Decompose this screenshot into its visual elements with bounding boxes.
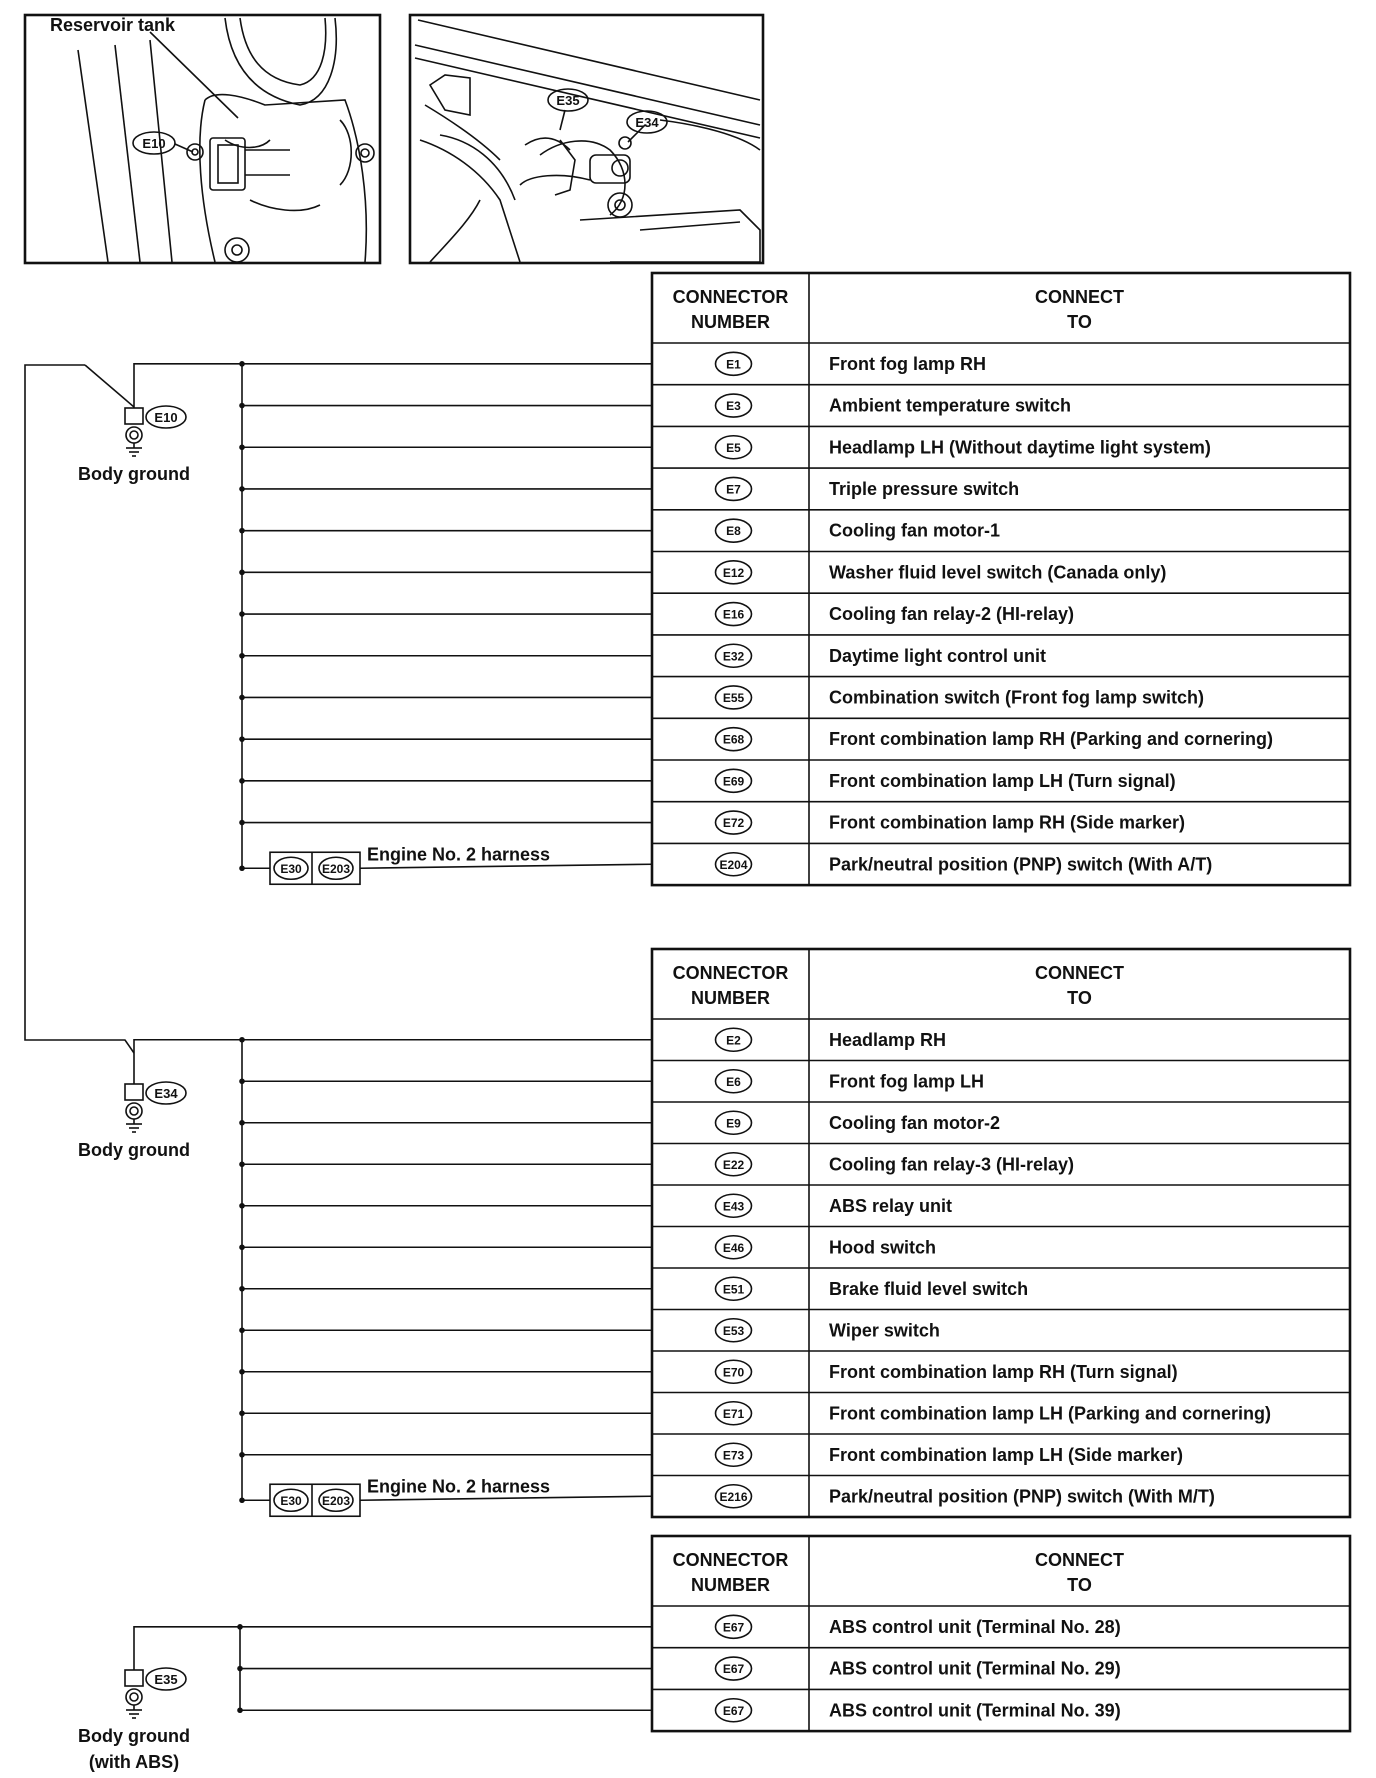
- connect-to-label: Cooling fan relay-3 (HI-relay): [829, 1154, 1075, 1175]
- junction-dot: [239, 570, 245, 576]
- connector-number-E70: [716, 1360, 752, 1383]
- connect-to-label: ABS relay unit: [829, 1195, 953, 1216]
- junction-dot: [237, 1624, 243, 1630]
- ground-wire: [134, 1040, 242, 1084]
- ground-wire: [134, 1627, 240, 1670]
- header-connector: CONNECTOR: [672, 963, 789, 983]
- connector-number-E9: [716, 1111, 752, 1134]
- svg-text:E55: E55: [722, 690, 745, 705]
- junction-dot: [239, 528, 245, 534]
- table-row: [239, 802, 1350, 834]
- svg-text:E46: E46: [722, 1240, 745, 1255]
- harness-connector: [239, 1476, 652, 1516]
- connector-number-E71: [716, 1402, 752, 1425]
- connect-to-label: Brake fluid level switch: [829, 1278, 1029, 1299]
- connect-to-label: Park/neutral position (PNP) switch (With M/T): [829, 1486, 1215, 1507]
- connector-number-E3: [716, 394, 752, 417]
- svg-text:E72: E72: [722, 816, 745, 831]
- connector-number-E8: [716, 519, 752, 542]
- table-row: [239, 1061, 1350, 1093]
- svg-text:E5: E5: [726, 440, 741, 455]
- svg-text:E30: E30: [280, 1493, 302, 1508]
- junction-dot: [239, 1369, 245, 1375]
- table-row: [239, 677, 1350, 709]
- table-row: [239, 1351, 1350, 1383]
- junction-dot: [239, 1203, 245, 1209]
- svg-text:E10: E10: [142, 136, 166, 151]
- harness-tag-E203: [319, 1489, 353, 1511]
- junction-dot: [239, 361, 245, 367]
- connector-number-E2: [716, 1028, 752, 1051]
- svg-text:E10: E10: [154, 410, 178, 425]
- connector-number-E51: [716, 1277, 752, 1300]
- harness-connector: [239, 844, 652, 884]
- connector-number-E53: [716, 1319, 752, 1342]
- connect-to-label: Wiper switch: [829, 1320, 940, 1341]
- ground-group-E10: [78, 273, 1350, 885]
- header-connector: CONNECTOR: [672, 287, 789, 307]
- ground-group-E35: [78, 1536, 1350, 1772]
- connect-to-label: ABS control unit (Terminal No. 28): [829, 1616, 1121, 1637]
- svg-text:E32: E32: [722, 649, 745, 664]
- connector-tag-E35-photo: [548, 89, 588, 111]
- junction-dot: [239, 1078, 245, 1084]
- svg-text:E35: E35: [556, 93, 580, 108]
- table-row: [239, 1393, 1350, 1425]
- svg-text:E6: E6: [726, 1074, 741, 1089]
- svg-text:E9: E9: [726, 1116, 741, 1131]
- connector-number-E32: [716, 644, 752, 667]
- table-row: [239, 1310, 1350, 1342]
- connect-to-label: Front combination lamp LH (Parking and cornering): [829, 1403, 1272, 1424]
- table-row: [239, 352, 986, 375]
- connect-to-label: Ambient temperature switch: [829, 395, 1072, 416]
- svg-text:E67: E67: [722, 1703, 745, 1718]
- svg-text:E7: E7: [726, 482, 741, 497]
- header-number: NUMBER: [691, 988, 770, 1008]
- svg-text:E53: E53: [722, 1323, 745, 1338]
- junction-dot: [239, 695, 245, 701]
- junction-dot: [239, 403, 245, 409]
- table-row: [239, 1227, 1350, 1259]
- connect-to-label: Cooling fan motor-1: [829, 520, 1000, 541]
- ground-tag-E10: [146, 406, 186, 428]
- svg-text:E12: E12: [722, 565, 745, 580]
- connect-to-label: Front combination lamp RH (Parking and cornering): [829, 729, 1274, 750]
- table-row: [239, 1102, 1350, 1134]
- table-row: [239, 1185, 1350, 1217]
- svg-text:E71: E71: [722, 1406, 745, 1421]
- header-to: TO: [1067, 988, 1092, 1008]
- connect-to-label: Headlamp LH (Without daytime light system): [829, 437, 1211, 458]
- header-connect: CONNECT: [1035, 963, 1124, 983]
- junction-dot: [239, 1244, 245, 1250]
- photo-reservoir-tank: [25, 15, 380, 263]
- header-connector: CONNECTOR: [672, 1550, 789, 1570]
- junction-dot: [239, 1161, 245, 1167]
- svg-text:E69: E69: [722, 774, 745, 789]
- connect-to-label: Front combination lamp RH (Turn signal): [829, 1361, 1178, 1382]
- table-row: [239, 593, 1350, 625]
- connector-tag-E34-photo: [627, 111, 667, 133]
- svg-text:E204: E204: [719, 857, 748, 872]
- svg-text:E16: E16: [722, 607, 745, 622]
- connector-number-E204: [716, 853, 752, 876]
- svg-text:E73: E73: [722, 1448, 745, 1463]
- junction-dot: [239, 1037, 245, 1043]
- junction-dot: [239, 1327, 245, 1333]
- harness-tag-E30: [274, 1489, 308, 1511]
- connect-to-label: Headlamp RH: [829, 1029, 947, 1050]
- connector-number-E1: [716, 352, 752, 375]
- junction-dot: [239, 736, 245, 742]
- connector-number-E12: [716, 561, 752, 584]
- table-row: [239, 1144, 1350, 1176]
- ground-label-sub: (with ABS): [88, 1752, 180, 1772]
- table-row: [239, 468, 1350, 500]
- header-connect: CONNECT: [1035, 287, 1124, 307]
- connector-tag-E10-photo: [133, 132, 175, 154]
- svg-text:E30: E30: [280, 861, 302, 876]
- reservoir-tank-caption: Reservoir tank: [50, 15, 176, 35]
- svg-text:E216: E216: [719, 1489, 748, 1504]
- table-row: [652, 843, 1350, 875]
- connect-to-label: ABS control unit (Terminal No. 39): [829, 1700, 1121, 1721]
- ground-wire: [134, 364, 242, 408]
- junction-dot: [237, 1666, 243, 1672]
- photo-ground-points: [410, 15, 763, 263]
- svg-text:E203: E203: [321, 861, 351, 876]
- connect-to-label: Front combination lamp LH (Turn signal): [829, 770, 1176, 791]
- connect-to-label: Front combination lamp LH (Side marker): [829, 1444, 1184, 1465]
- svg-text:E67: E67: [722, 1662, 745, 1677]
- junction-dot: [239, 778, 245, 784]
- ground-tag-E35: [146, 1668, 186, 1690]
- body-ground-E34: [78, 1082, 190, 1160]
- header-number: NUMBER: [691, 312, 770, 332]
- connector-number-E72: [716, 811, 752, 834]
- svg-text:E34: E34: [635, 115, 659, 130]
- table-row: [239, 1028, 946, 1051]
- connect-to-label: ABS control unit (Terminal No. 29): [829, 1658, 1121, 1679]
- junction-dot: [239, 1452, 245, 1458]
- connector-number-E5: [716, 436, 752, 459]
- table-row: [237, 1615, 1120, 1638]
- table-row: [239, 385, 1350, 417]
- connector-number-E69: [716, 769, 752, 792]
- harness-tag-E30: [274, 857, 308, 879]
- table-row: [237, 1648, 1350, 1680]
- svg-text:E22: E22: [722, 1157, 745, 1172]
- connector-number-E67: [716, 1615, 752, 1638]
- junction-dot: [239, 1410, 245, 1416]
- connector-number-E43: [716, 1194, 752, 1217]
- connector-number-E67: [716, 1699, 752, 1722]
- body-ground-E35: [78, 1668, 190, 1772]
- table-row: [239, 552, 1350, 584]
- svg-text:E2: E2: [726, 1033, 741, 1048]
- svg-text:E43: E43: [722, 1199, 745, 1214]
- connect-to-label: Front fog lamp LH: [829, 1071, 984, 1092]
- connector-number-E7: [716, 477, 752, 500]
- table-row: [239, 1268, 1350, 1300]
- connector-number-E16: [716, 603, 752, 626]
- connect-to-label: Triple pressure switch: [829, 478, 1020, 499]
- connect-to-label: Cooling fan motor-2: [829, 1112, 1000, 1133]
- connector-number-E6: [716, 1070, 752, 1093]
- svg-text:E34: E34: [154, 1086, 178, 1101]
- junction-dot: [239, 820, 245, 826]
- junction-dot: [239, 444, 245, 450]
- ground-label: Body ground: [78, 464, 190, 484]
- table-row: [237, 1689, 1350, 1721]
- svg-text:E68: E68: [722, 732, 745, 747]
- table-row: [239, 718, 1350, 750]
- connect-to-label: Cooling fan relay-2 (HI-relay): [829, 604, 1075, 625]
- table-row: [239, 1434, 1350, 1466]
- connector-number-E73: [716, 1443, 752, 1466]
- svg-text:E1: E1: [726, 357, 741, 372]
- svg-text:E67: E67: [722, 1620, 745, 1635]
- table-row: [239, 635, 1350, 667]
- table-row: [239, 760, 1350, 792]
- junction-dot: [239, 1120, 245, 1126]
- header-connect: CONNECT: [1035, 1550, 1124, 1570]
- connector-number-E22: [716, 1153, 752, 1176]
- connect-to-label: Washer fluid level switch (Canada only): [829, 562, 1167, 583]
- header-number: NUMBER: [691, 1575, 770, 1595]
- svg-text:E51: E51: [722, 1282, 745, 1297]
- body-ground-E10: [78, 406, 190, 484]
- harness-label: Engine No. 2 harness: [367, 1476, 551, 1497]
- ground-label: Body ground: [78, 1140, 190, 1160]
- connector-number-E46: [716, 1236, 752, 1259]
- header-to: TO: [1067, 312, 1092, 332]
- header-to: TO: [1067, 1575, 1092, 1595]
- connector-number-E55: [716, 686, 752, 709]
- connect-to-label: Hood switch: [829, 1237, 936, 1258]
- connector-number-E67: [716, 1657, 752, 1680]
- junction-dot: [239, 486, 245, 492]
- junction-dot: [239, 1286, 245, 1292]
- svg-text:E35: E35: [154, 1672, 178, 1687]
- svg-text:E203: E203: [321, 1493, 351, 1508]
- junction-dot: [239, 611, 245, 617]
- connector-number-E216: [716, 1485, 752, 1508]
- connector-number-E68: [716, 728, 752, 751]
- connect-to-label: Front combination lamp RH (Side marker): [829, 812, 1186, 833]
- connector-table: [652, 949, 1350, 1517]
- table-row: [239, 426, 1350, 458]
- ground-label: Body ground: [78, 1726, 190, 1746]
- table-row: [652, 1476, 1350, 1508]
- harness-label: Engine No. 2 harness: [367, 844, 551, 865]
- junction-dot: [237, 1707, 243, 1713]
- svg-text:E3: E3: [726, 399, 741, 414]
- svg-text:E70: E70: [722, 1365, 745, 1380]
- connect-to-label: Park/neutral position (PNP) switch (With A/T): [829, 854, 1213, 875]
- table-row: [239, 510, 1350, 542]
- connect-to-label: Combination switch (Front fog lamp switch): [829, 687, 1204, 708]
- harness-tag-E203: [319, 857, 353, 879]
- ground-tag-E34: [146, 1082, 186, 1104]
- connect-to-label: Front fog lamp RH: [829, 353, 986, 374]
- junction-dot: [239, 653, 245, 659]
- ground-group-E34: [78, 949, 1350, 1517]
- svg-text:E8: E8: [726, 524, 741, 539]
- connect-to-label: Daytime light control unit: [829, 645, 1047, 666]
